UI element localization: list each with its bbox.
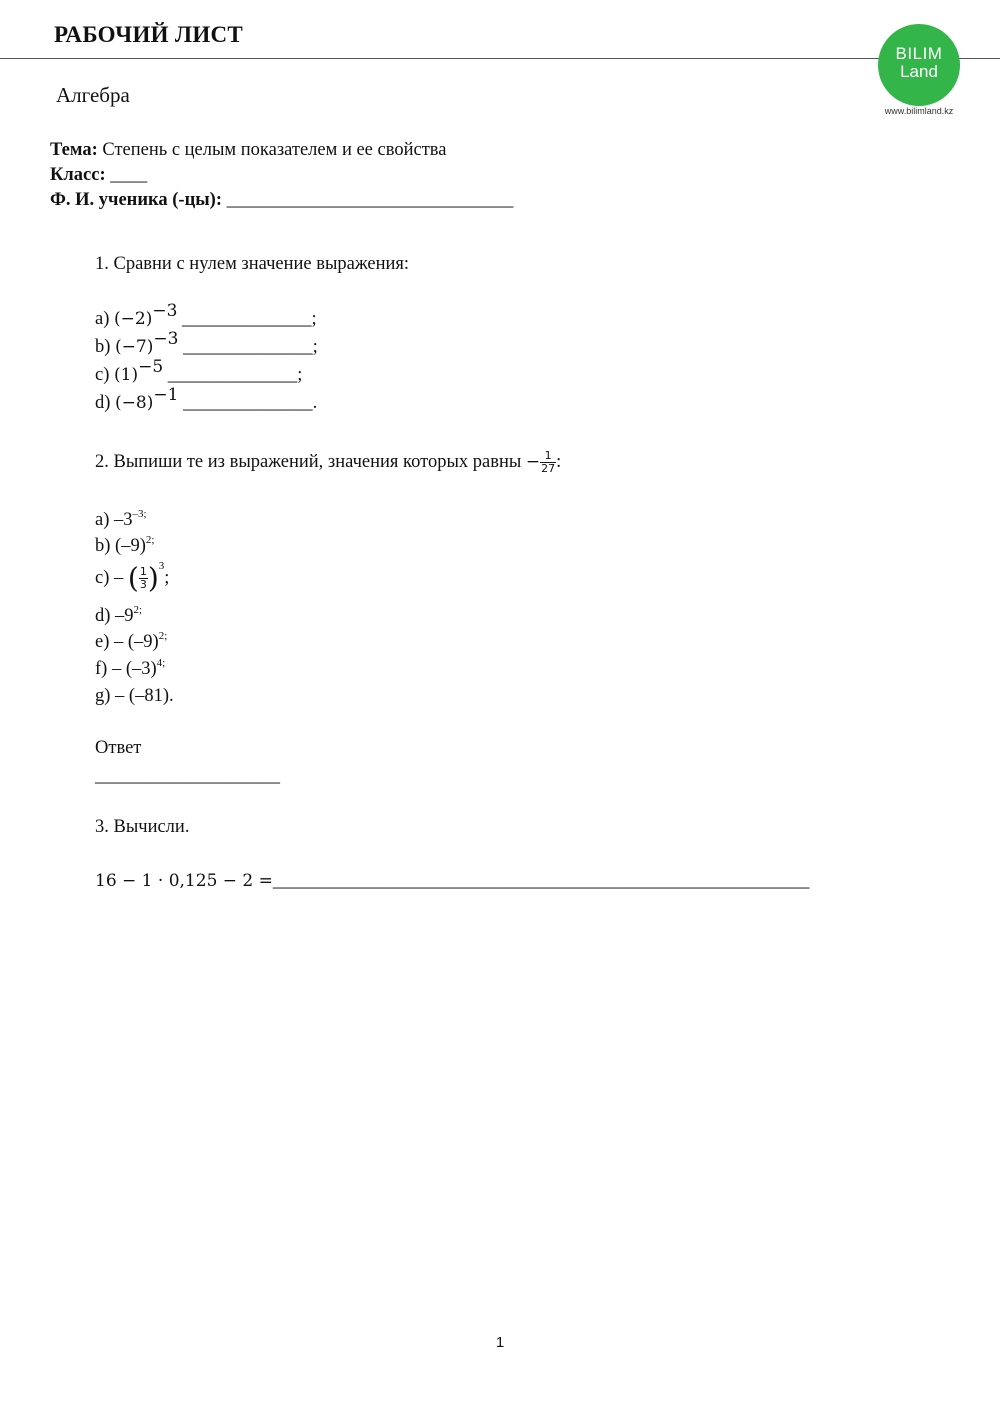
- fraction-denominator: 27: [541, 462, 556, 475]
- student-name-blank[interactable]: _______________________________: [222, 190, 514, 210]
- answer-blank[interactable]: ______________;: [163, 365, 303, 385]
- worksheet-title: РАБОЧИЙ ЛИСТ: [54, 22, 244, 47]
- subject-name: Алгебра: [56, 83, 130, 107]
- task2-item-e: [95, 632, 167, 653]
- task3-prompt: 3. Вычисли.: [95, 817, 190, 837]
- task2-item-c: [95, 559, 170, 595]
- item-exponent: 2;: [133, 604, 143, 616]
- task1-prompt: 1. Сравни с нулем значение выражения:: [95, 254, 410, 274]
- task2-item-g: [95, 686, 174, 707]
- class-label: Класс:: [50, 165, 106, 185]
- item-letter: b): [95, 536, 116, 556]
- student-label: Ф. И. ученика (-цы):: [50, 190, 222, 210]
- item-exponent: 3: [158, 559, 165, 572]
- bilimland-logo: [878, 24, 960, 106]
- item-letter: g): [95, 686, 116, 706]
- class-line: [50, 165, 147, 186]
- prompt-colon: :: [556, 451, 562, 472]
- fraction-one-27th: [540, 450, 556, 475]
- task3-answer-blank[interactable]: __________________________________________________________: [272, 871, 810, 891]
- answer-label: Ответ: [95, 738, 142, 758]
- right-paren: ): [147, 561, 159, 595]
- item-exponent: –3;: [132, 508, 147, 520]
- logo-text-line2: Land: [900, 62, 938, 81]
- fraction-denominator: 3: [139, 578, 147, 591]
- item-base: – (–3): [111, 659, 157, 679]
- fraction-numerator: 1: [139, 565, 147, 578]
- task2-item-b: [95, 536, 154, 557]
- fraction-sign: −: [525, 451, 541, 472]
- task2-item-d: [95, 606, 142, 627]
- task2-prompt-text: 2. Выпиши те из выражений, значения которых равны: [95, 451, 526, 472]
- item-letter: e): [95, 632, 114, 652]
- topic-value: Степень с целым показателем и ее свойства: [97, 140, 447, 160]
- item-base: (–9): [115, 536, 146, 556]
- item-exponent: −1: [153, 385, 179, 405]
- left-paren: (: [127, 561, 139, 595]
- item-base: – (–81).: [115, 686, 174, 706]
- topic-label: Тема:: [50, 140, 98, 160]
- item-exponent: 2;: [158, 630, 168, 642]
- header-divider: [0, 58, 1000, 59]
- topic-line: [50, 140, 447, 161]
- answer-blank[interactable]: ______________.: [178, 393, 318, 413]
- item-exponent: −5: [138, 357, 164, 377]
- answer-blank[interactable]: ______________;: [177, 309, 317, 329]
- answer-blank[interactable]: ______________;: [178, 337, 318, 357]
- item-exponent: −3: [153, 329, 179, 349]
- task1-item-b: [95, 329, 318, 358]
- class-blank[interactable]: ____: [105, 165, 148, 185]
- task1-item-d: [95, 385, 318, 414]
- item-base: – (–9): [114, 632, 159, 652]
- task1-item-a: [95, 301, 317, 330]
- item-letter: d): [95, 393, 116, 413]
- task1-item-c: [95, 357, 303, 386]
- item-exponent: 4;: [156, 657, 166, 669]
- answer-line[interactable]: ____________________: [95, 766, 280, 786]
- student-line: [50, 190, 513, 211]
- item-letter: c): [95, 567, 114, 588]
- item-letter: d): [95, 606, 116, 626]
- task2-prompt: [95, 450, 561, 475]
- item-exponent: −3: [152, 301, 178, 321]
- item-tail: ;: [164, 567, 170, 588]
- item-base: –: [114, 567, 128, 588]
- item-base: (−8): [115, 393, 154, 413]
- logo-text-line1: BILIM: [895, 44, 943, 63]
- item-letter: f): [95, 659, 112, 679]
- item-base: (−2): [114, 309, 153, 329]
- logo-url: www.bilimland.kz: [884, 106, 954, 116]
- item-base: –3: [114, 510, 133, 530]
- fraction-one-third: [139, 566, 148, 591]
- task2-item-f: [95, 659, 165, 680]
- fraction-numerator: 1: [540, 450, 556, 463]
- item-letter: a): [95, 510, 114, 530]
- item-letter: c): [95, 365, 114, 385]
- item-letter: a): [95, 309, 114, 329]
- item-base: (1): [114, 365, 139, 385]
- task2-item-a: [95, 510, 147, 531]
- item-base: –9: [115, 606, 134, 626]
- page-number: 1: [495, 1334, 505, 1351]
- item-letter: b): [95, 337, 116, 357]
- item-exponent: 2;: [145, 534, 155, 546]
- task3-expression-line: [95, 871, 809, 892]
- task3-expression: 16 − 1 · 0,125 − 2 =: [95, 871, 273, 891]
- item-base: (−7): [115, 337, 154, 357]
